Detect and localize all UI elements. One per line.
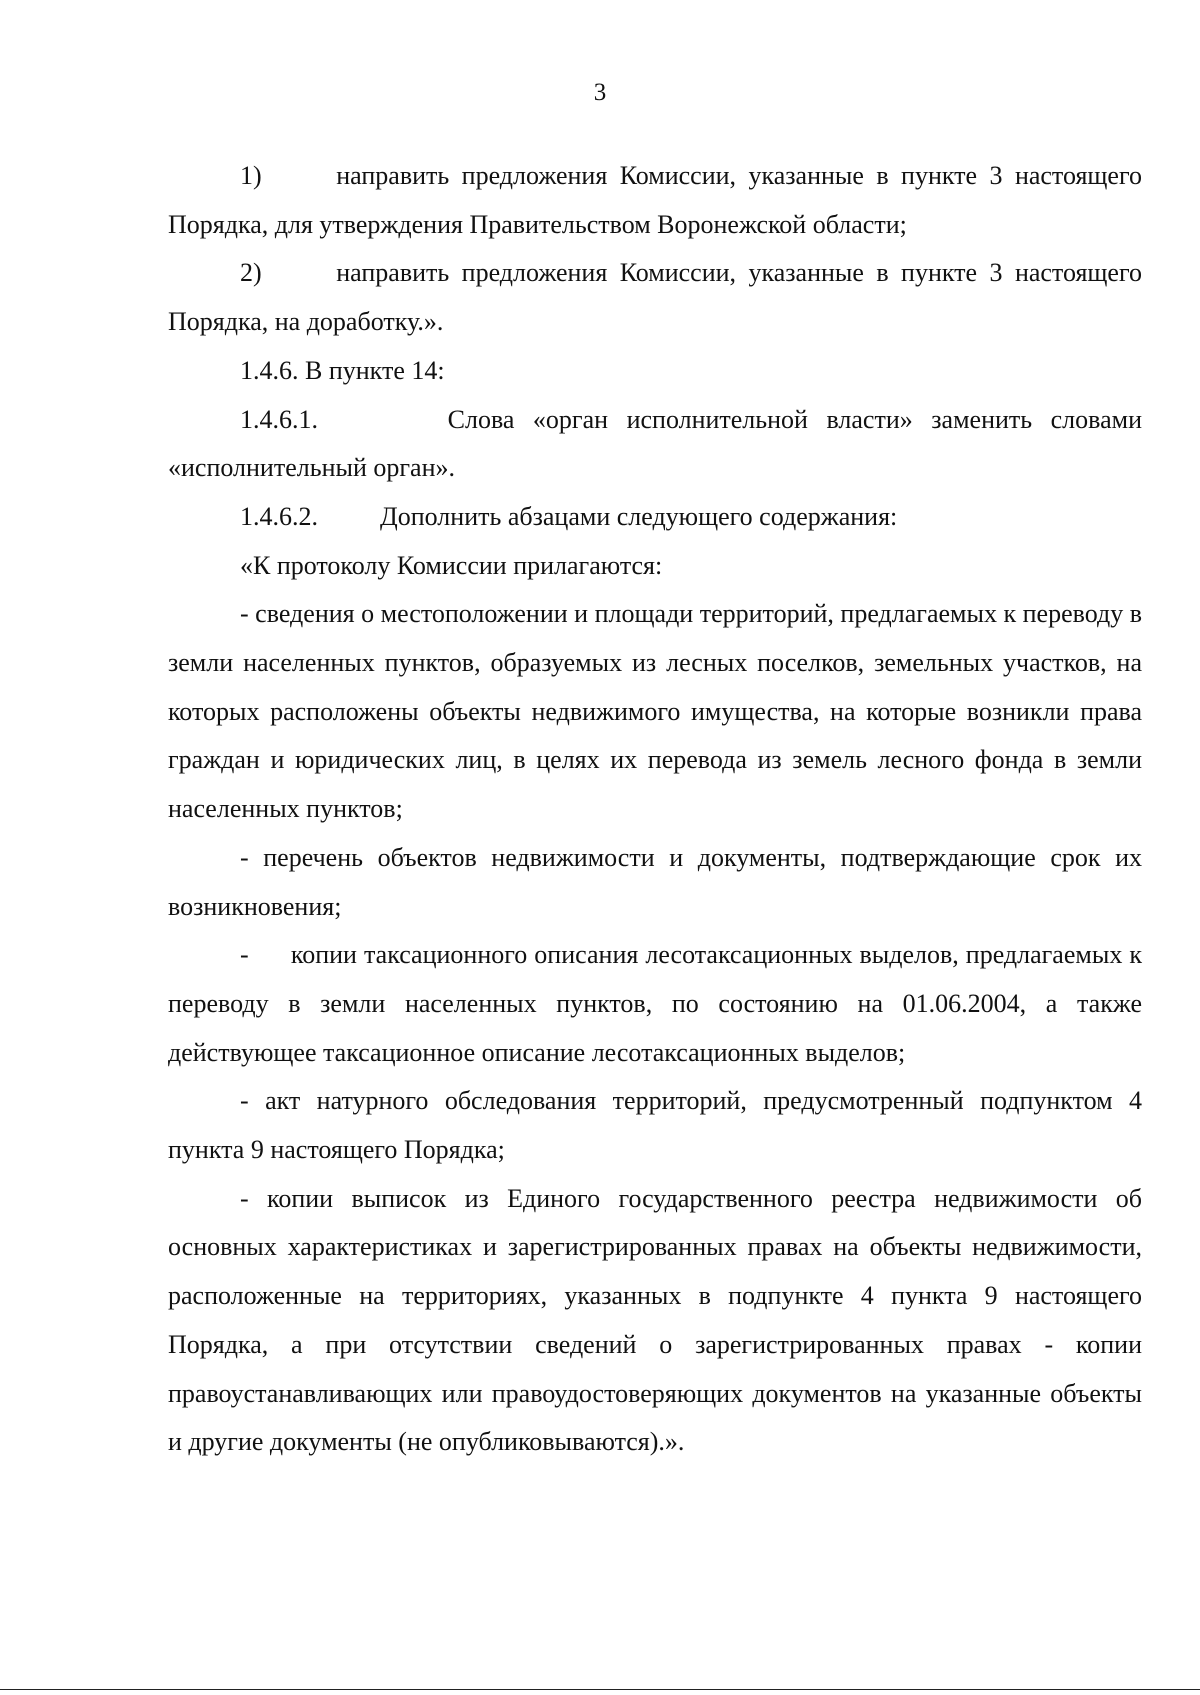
paragraph-clause-1-4-6-2 bbox=[168, 493, 1142, 542]
paragraph-item-2: 2) направить предложения Комиссии, указанные в пункте 3 настоящего Порядка, на доработку.». bbox=[168, 258, 1142, 337]
page-number: 3 bbox=[593, 79, 607, 106]
clause-number: 1.4.6.2. bbox=[240, 501, 318, 531]
paragraph-bullet-registry-extracts: - копии выписок из Единого государственного реестра недвижимости об основных характеристиках и зарегистрированных правах на объекты недвижимости, расположенные на территориях, указанных в подпункте 4 пункта 9 настоящего Порядка, а при отсутствии сведений о зарегистрированных правах - копии правоустанавливающих или правоудостоверяющих документов на указанные объекты и другие документы (не опубликовываются).». bbox=[168, 1183, 1142, 1457]
paragraph-item-1: 1) направить предложения Комиссии, указанные в пункте 3 настоящего Порядка, для утверждения Правительством Воронежской области; bbox=[168, 161, 1142, 239]
document-body bbox=[168, 152, 1142, 1467]
paragraph-clause-1-4-6-1: 1.4.6.1. Слова «орган исполнительной власти» заменить словами «исполнительный орган». bbox=[168, 404, 1142, 483]
paragraph-bullet-survey-act: - акт натурного обследования территорий, предусмотренный подпунктом 4 пункта 9 настоящего Порядка; bbox=[168, 1086, 1142, 1165]
paragraph-bullet-property-list: - перечень объектов недвижимости и документы, подтверждающие срок их возникновения; bbox=[168, 842, 1142, 921]
clause-text: Дополнить абзацами следующего содержания: bbox=[380, 501, 898, 531]
paragraph-bullet-taxation-copies: - копии таксационного описания лесотаксационных выделов, предлагаемых к переводу в земли населенных пунктов, по состоянию на 01.06.2004, а также действующее таксационное описание лесотаксационных выделов; bbox=[168, 940, 1142, 1067]
bottom-divider bbox=[0, 1689, 1200, 1690]
paragraph-bullet-location-info: - сведения о местоположении и площади территорий, предлагаемых к переводу в земли населенных пунктов, образуемых из лесных поселков, земельных участков, на которых расположены объекты недвижимого имущества, на которые возникли права граждан и юридических лиц, в целях их перевода из земель лесного фонда в земли населенных пунктов; bbox=[168, 599, 1142, 824]
paragraph-attachments-intro: «К протоколу Комиссии прилагаются: bbox=[240, 550, 663, 580]
paragraph-clause-1-4-6: 1.4.6. В пункте 14: bbox=[240, 355, 445, 385]
